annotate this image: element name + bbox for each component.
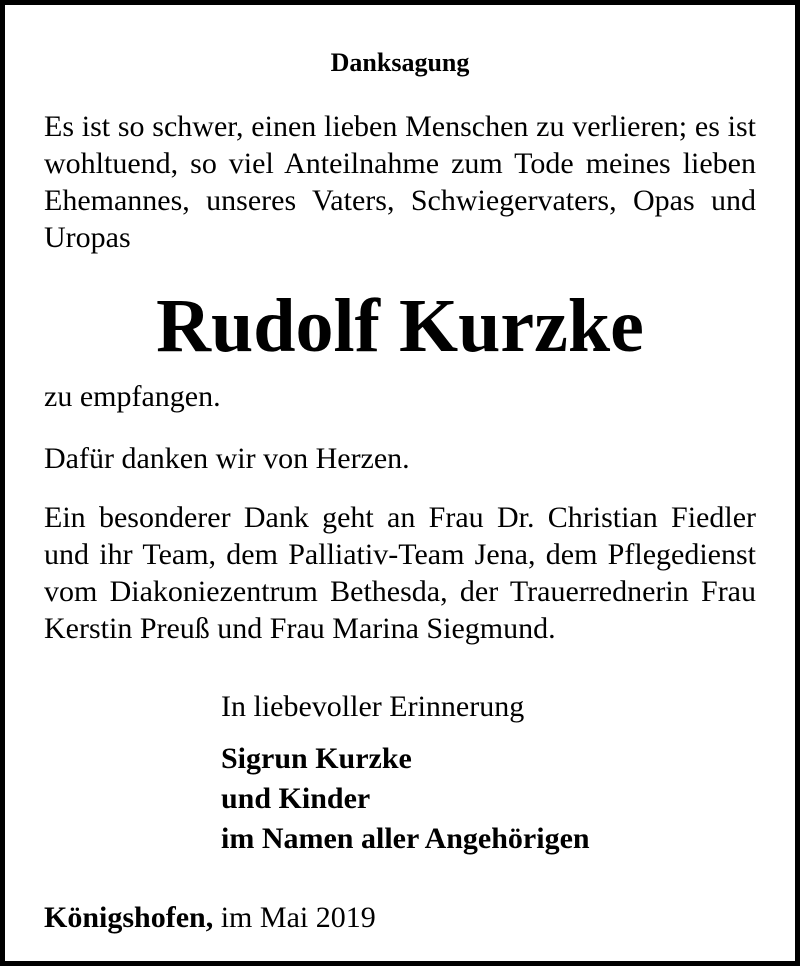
special-thanks-paragraph: Ein besonderer Dank geht an Frau Dr. Christian Fiedler und ihr Team, dem Palliativ-Team Jena, dem Pflegedienst vom Diakoniezentrum Bethesda, der Trauerrednerin Frau Kerstin Preuß und Frau Marina Siegmund. xyxy=(44,501,756,645)
thanks-text: Dafür danken wir von Herzen. xyxy=(44,442,410,475)
place-name: Königshofen, xyxy=(44,901,214,934)
after-name-text: zu empfangen. xyxy=(44,380,221,413)
place-date-line xyxy=(44,899,756,936)
deceased-name: Rudolf Kurzke xyxy=(156,284,644,368)
signature-line-2: und Kinder xyxy=(221,782,371,815)
signature-line-1: Sigrun Kurzke xyxy=(221,742,412,775)
intro-paragraph: Es ist so schwer, einen lieben Menschen zu verlieren; es ist wohltuend, so viel Anteilnahme zum Tode meines lieben Ehemannes, unseres Vaters, Schwiegervaters, Opas und Uropas xyxy=(44,110,756,254)
signature-line-3: im Namen aller Angehörigen xyxy=(221,822,590,855)
date-text: im Mai 2019 xyxy=(220,901,376,934)
obituary-notice xyxy=(44,44,756,936)
signature-block xyxy=(221,688,756,859)
signature-intro: In liebevoller Erinnerung xyxy=(221,690,525,723)
notice-heading: Danksagung xyxy=(330,48,470,77)
